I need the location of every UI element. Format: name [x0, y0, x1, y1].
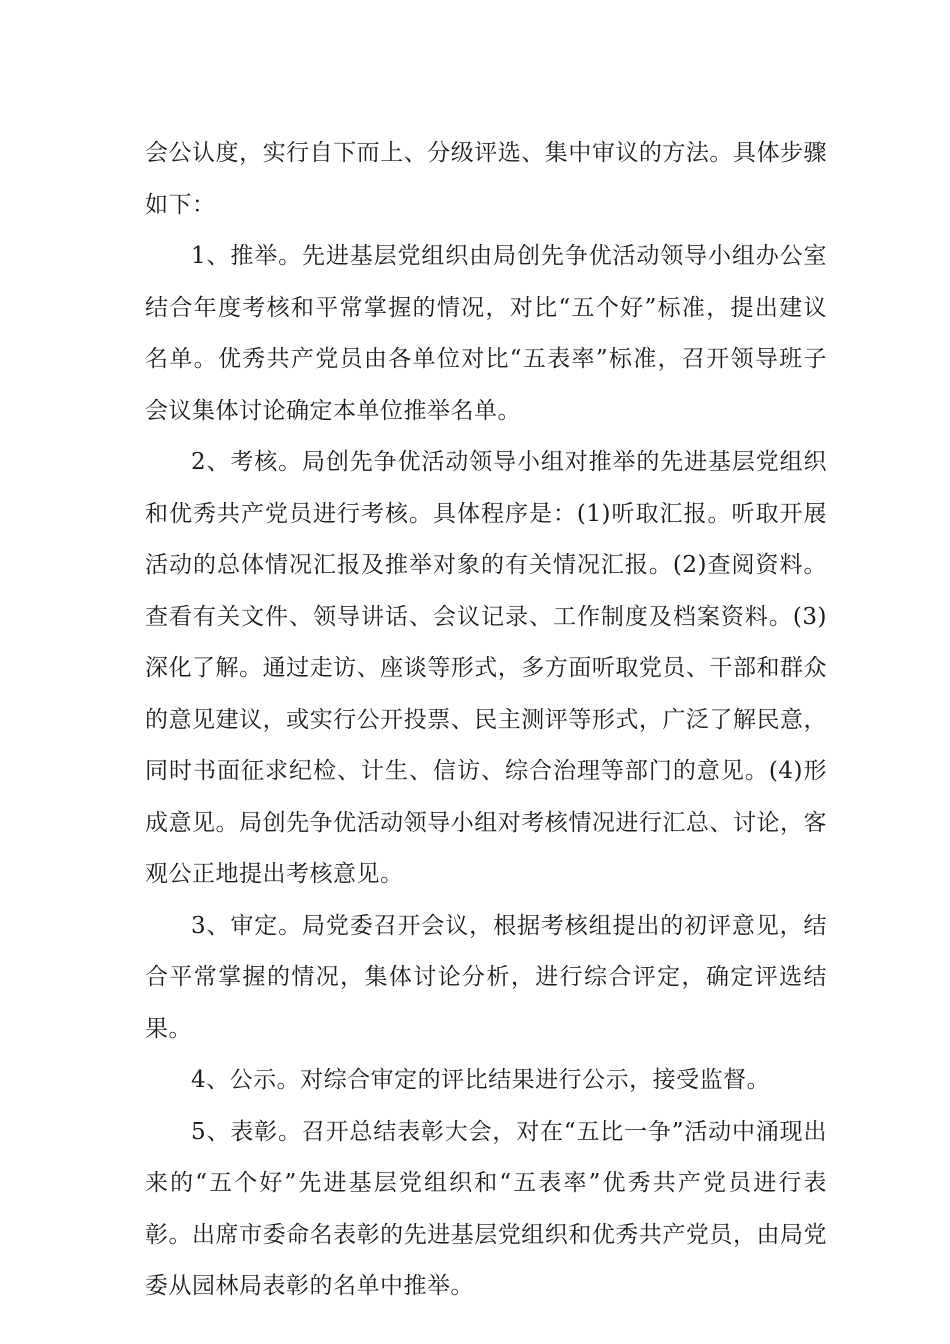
document-body	[145, 128, 827, 1313]
paragraph-step-1-recommend: 1、推举。先进基层党组织由局创先争优活动领导小组办公室结合年度考核和平常掌握的情况，对比“五个好”标准，提出建议名单。优秀共产党员由各单位对比“五表率”标准，召开领导班子会议集体讨论确定本单位推举名单。	[145, 243, 827, 424]
paragraph-step-5-commend: 5、表彰。召开总结表彰大会，对在“五比一争”活动中涌现出来的“五个好”先进基层党组织和“五表率”优秀共产党员进行表彰。出席市委命名表彰的先进基层党组织和优秀共产党员，由局党委从园林局表彰的名单中推举。	[145, 1118, 827, 1299]
paragraph-step-2-assess: 2、考核。局创先争优活动领导小组对推举的先进基层党组织和优秀共产党员进行考核。具体程序是：(1)听取汇报。听取开展活动的总体情况汇报及推举对象的有关情况汇报。(2)查阅资料。查看有关文件、领导讲话、会议记录、工作制度及档案资料。(3)深化了解。通过走访、座谈等形式，多方面听取党员、干部和群众的意见建议，或实行公开投票、民主测评等形式，广泛了解民意，同时书面征求纪检、计生、信访、综合治理等部门的意见。(4)形成意见。局创先争优活动领导小组对考核情况进行汇总、讨论，客观公正地提出考核意见。	[145, 449, 827, 887]
paragraph-step-3-review: 3、审定。局党委召开会议，根据考核组提出的初评意见，结合平常掌握的情况，集体讨论分析，进行综合评定，确定评选结果。	[145, 912, 827, 1042]
paragraph-step-4-publicize: 4、公示。对综合审定的评比结果进行公示，接受监督。	[191, 1067, 771, 1093]
paragraph-continuation: 会公认度，实行自下而上、分级评选、集中审议的方法。具体步骤如下：	[145, 140, 827, 218]
